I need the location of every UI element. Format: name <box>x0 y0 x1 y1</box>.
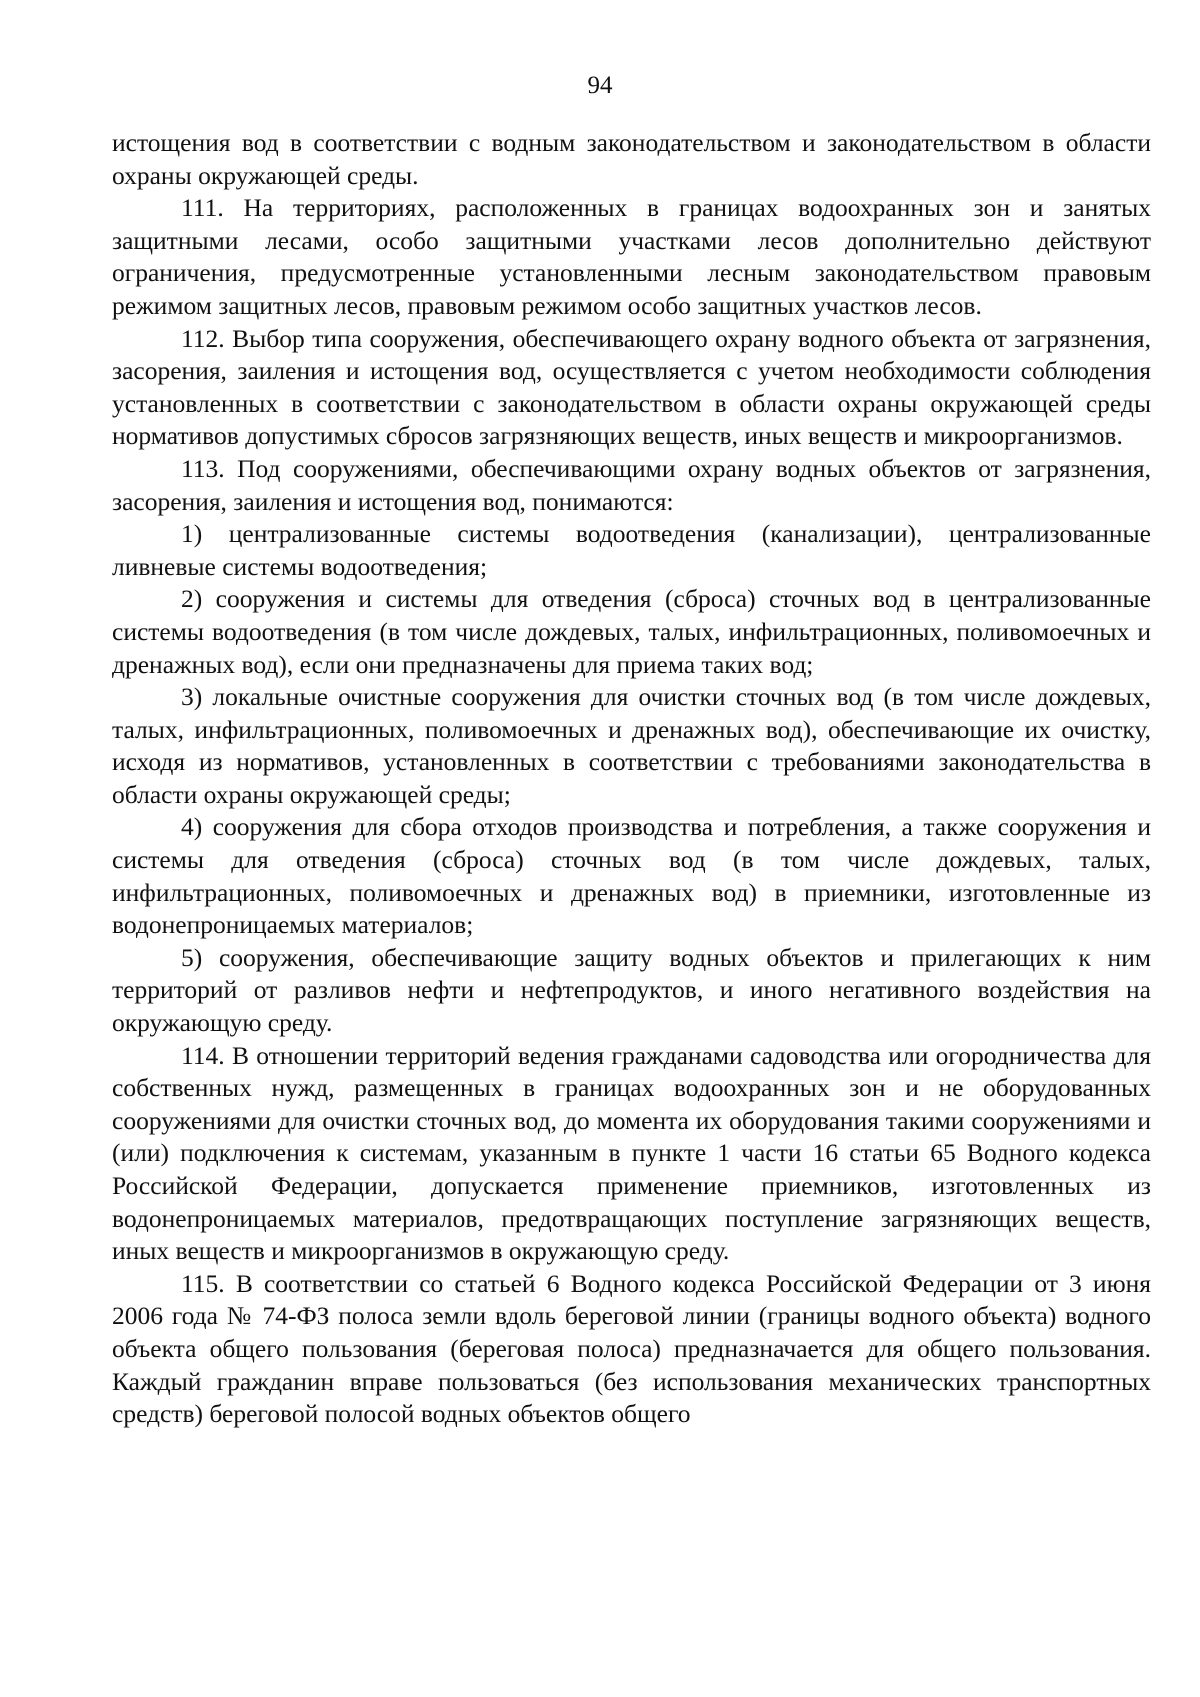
paragraph-113: 113. Под сооружениями, обеспечивающими охрану водных объектов от загрязнения, засорения, заиления и истощения вод, понимаются: <box>112 453 1151 516</box>
document-body <box>112 127 1151 1431</box>
list-item-5: 5) сооружения, обеспечивающие защиту водных объектов и прилегающих к ним территорий от разливов нефти и нефтепродуктов, и иного негативного воздействия на окружающую среду. <box>112 942 1151 1038</box>
list-item-2: 2) сооружения и системы для отведения (сброса) сточных вод в централизованные системы водоотведения (в том числе дождевых, талых, инфильтрационных, поливомоечных и дренажных вод), если они предназначены для приема таких вод; <box>112 584 1151 679</box>
paragraph-111: 111. На территориях, расположенных в границах водоохранных зон и занятых защитными лесами, особо защитными участками лесов дополнительно действуют ограничения, предусмотренные установленными лесным законодательством правовым режимом защитных лесов, правовым режимом особо защитных участков лесов. <box>112 193 1151 320</box>
list-item-3: 3) локальные очистные сооружения для очистки сточных вод (в том числе дождевых, талых, инфильтрационных, поливомоечных и дренажных вод), обеспечивающие их очистку, исходя из нормативов, установленных в соответствии с требованиями законодательства в области охраны окружающей среды; <box>112 682 1151 809</box>
paragraph-continuation: истощения вод в соответствии с водным законодательством и законодательством в области охраны окружающей среды. <box>112 128 1151 190</box>
list-item-4: 4) сооружения для сбора отходов производства и потребления, а также сооружения и системы для отведения (сброса) сточных вод (в том числе дождевых, талых, инфильтрационных, поливомоечных и дренажных вод) в приемники, изготовленные из водонепроницаемых материалов; <box>112 812 1151 940</box>
paragraph-114: 114. В отношении территорий ведения гражданами садоводства или огородничества для собственных нужд, размещенных в границах водоохранных зон и не оборудованных сооружениями для очистки сточных вод, до момента их оборудования такими сооружениями и (или) подключения к системам, указанным в пункте 1 части 16 статьи 65 Водного кодекса Российской Федерации, допускается применение приемников, изготовленных из водонепроницаемых материалов, предотвращающих поступление загрязняющих веществ, иных веществ и микроорганизмов в окружающую среду. <box>112 1040 1151 1266</box>
paragraph-115: 115. В соответствии со статьей 6 Водного кодекса Российской Федерации от 3 июня 2006 года № 74-ФЗ полоса земли вдоль береговой линии (границы водного объекта) водного объекта общего пользования (береговая полоса) предназначается для общего пользования. Каждый гражданин вправе пользоваться (без использования механических транспортных средств) береговой полосой водных объектов общего <box>112 1268 1151 1429</box>
list-item-1: 1) централизованные системы водоотведения (канализации), централизованные ливневые системы водоотведения; <box>112 519 1151 581</box>
page-number: 94 <box>587 72 613 99</box>
paragraph-112: 112. Выбор типа сооружения, обеспечивающего охрану водного объекта от загрязнения, засорения, заиления и истощения вод, осуществляется с учетом необходимости соблюдения установленных в соответствии с законодательством в области охраны окружающей среды нормативов допустимых сбросов загрязняющих веществ, иных веществ и микроорганизмов. <box>112 323 1151 451</box>
